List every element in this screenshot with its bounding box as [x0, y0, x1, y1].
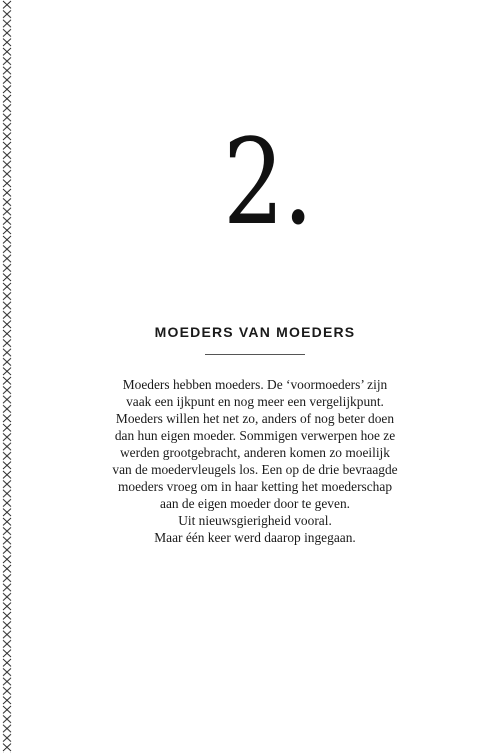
- intro-line: Moeders hebben moeders. De ‘voormoeders’ zijn: [122, 377, 388, 392]
- title-divider: [205, 354, 305, 355]
- intro-line: Maar één keer werd daarop ingegaan.: [154, 530, 356, 545]
- intro-line: moeders vroeg om in haar ketting het moederschap: [117, 479, 393, 494]
- intro-line: Uit nieuwsgierigheid vooral.: [178, 513, 332, 528]
- chapter-number: 2.: [222, 113, 312, 251]
- chapter-title: MOEDERS VAN MOEDERS: [154, 324, 356, 340]
- stitch-border: [0, 0, 16, 753]
- cross-stitch-icon: [0, 0, 16, 753]
- intro-line: dan hun eigen moeder. Sommigen verwerpen hoe ze: [114, 428, 396, 443]
- intro-line: werden grootgebracht, anderen komen zo moeilijk: [120, 445, 390, 460]
- intro-paragraph: [100, 376, 410, 546]
- intro-line: vaak een ijkpunt en nog meer een vergelijkpunt.: [126, 394, 384, 409]
- intro-line: Moeders willen het net zo, anders of nog beter doen: [115, 411, 395, 426]
- intro-line: aan de eigen moeder door te geven.: [160, 496, 350, 511]
- intro-line: van de moedervleugels los. Een op de drie bevraagde: [112, 462, 398, 477]
